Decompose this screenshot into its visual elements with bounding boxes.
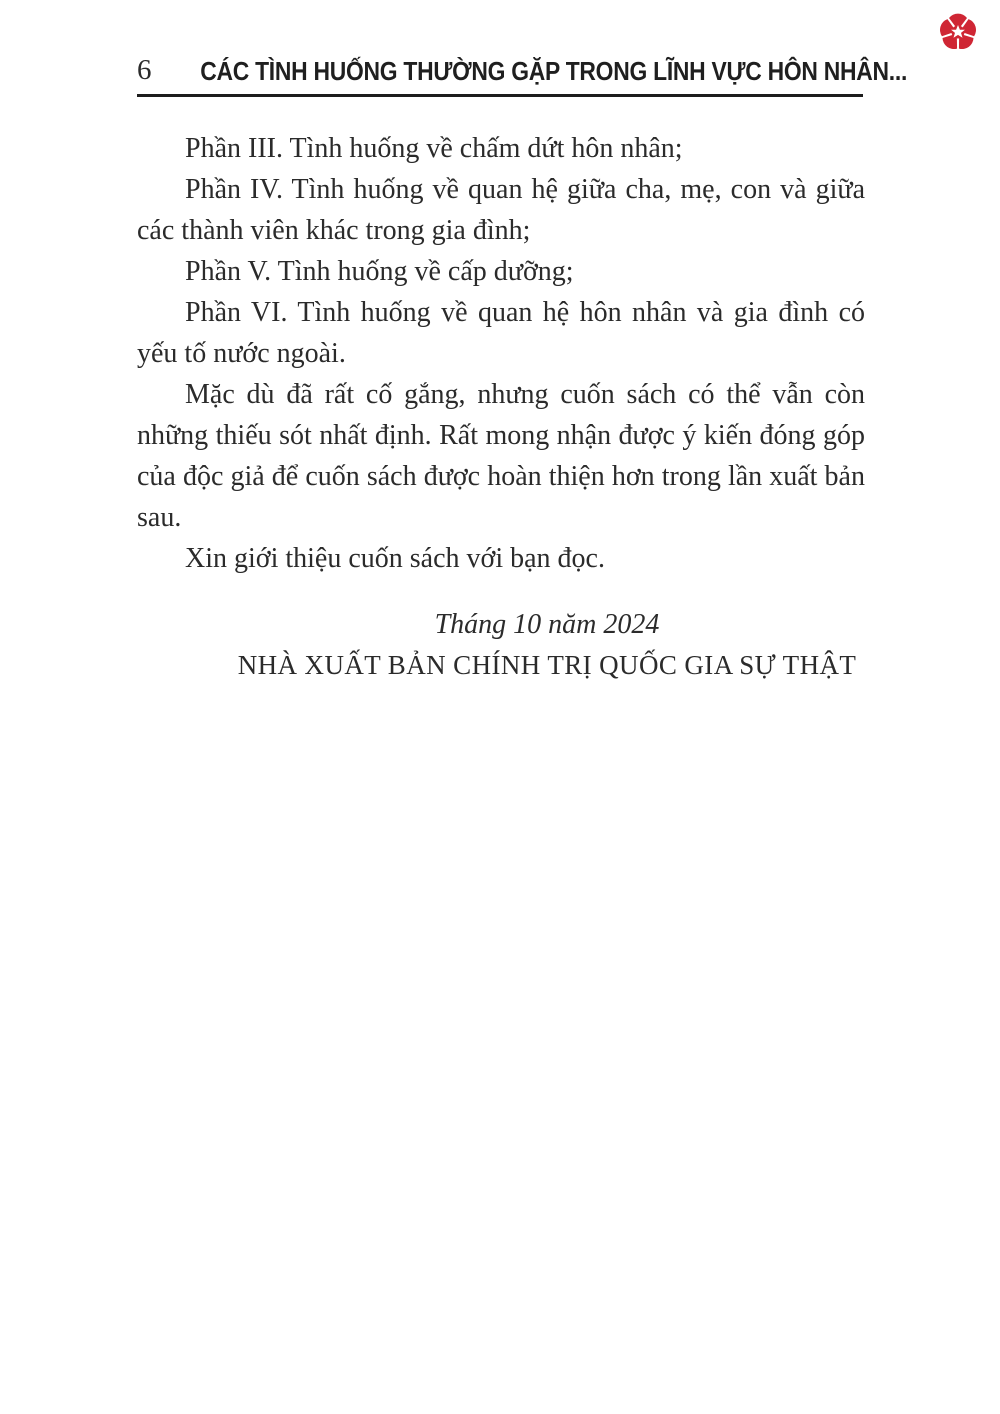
- signature-date: Tháng 10 năm 2024: [434, 609, 660, 640]
- paragraph-part-4: Phần IV. Tình huống về quan hệ giữa cha, mẹ, con và giữa các thành viên khác trong gia đình;: [137, 174, 865, 246]
- paragraph-part-5: Phần V. Tình huống về cấp dưỡng;: [185, 256, 574, 287]
- paragraph-apology: Mặc dù đã rất cố gắng, nhưng cuốn sách có thể vẫn còn những thiếu sót nhất định. Rất mong nhận được ý kiến đóng góp của độc giả để cuốn sách được hoàn thiện hơn trong lần xuất bản sau.: [137, 379, 865, 533]
- paragraph-part-6: Phần VI. Tình huống về quan hệ hôn nhân và gia đình có yếu tố nước ngoài.: [137, 297, 865, 369]
- paragraph-intro: Xin giới thiệu cuốn sách với bạn đọc.: [185, 543, 605, 574]
- page-number: 6: [137, 54, 152, 86]
- running-title: CÁC TÌNH HUỐNG THƯỜNG GẶP TRONG LĨNH VỰC HÔN NHÂN...: [199, 56, 907, 86]
- signature-publisher: NHÀ XUẤT BẢN CHÍNH TRỊ QUỐC GIA SỰ THẬT: [237, 650, 857, 680]
- body-text: [137, 128, 865, 686]
- signature-block: [229, 604, 865, 686]
- publisher-flower-star-icon: [934, 8, 982, 56]
- paragraph-part-3: Phần III. Tình huống về chấm dứt hôn nhân;: [185, 133, 683, 164]
- page-header: [137, 54, 907, 97]
